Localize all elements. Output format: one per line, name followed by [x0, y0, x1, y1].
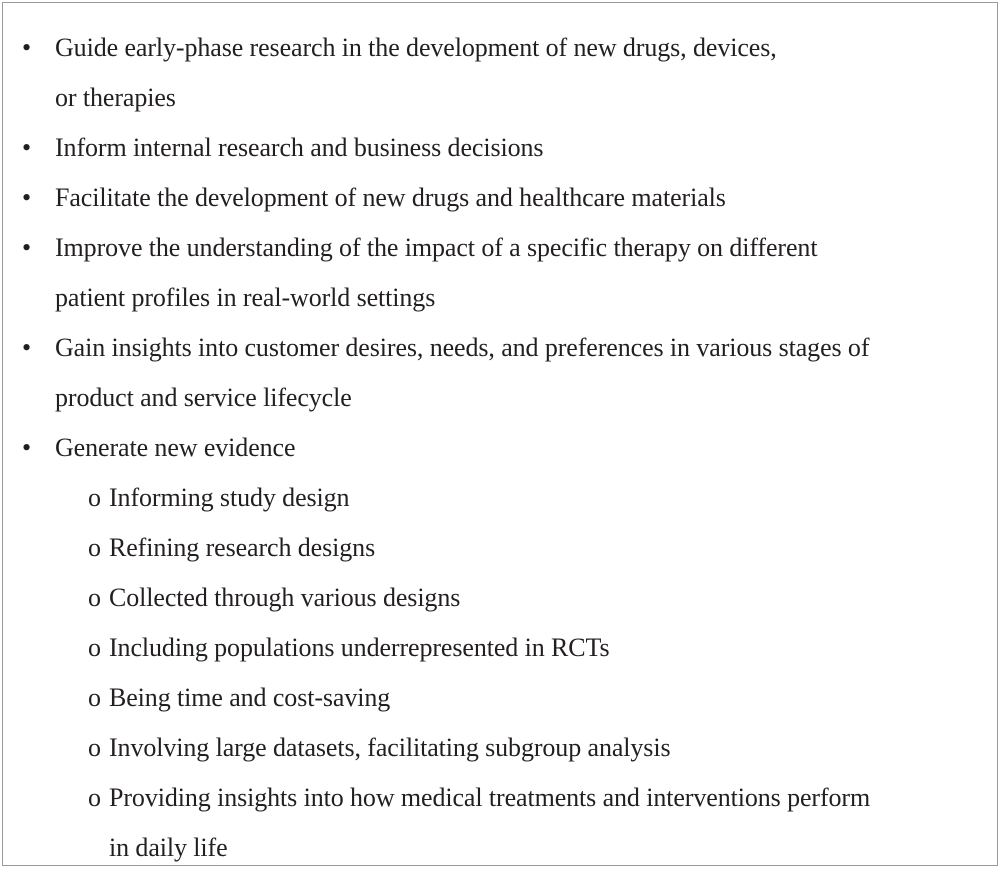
sub-list-item-text: Including populations underrepresented in RCTs: [109, 633, 610, 662]
sub-bullet-marker: o: [88, 783, 101, 812]
bullet-marker: •: [22, 33, 32, 62]
sub-list-item: [3, 473, 973, 523]
list-item: [3, 173, 965, 223]
bullet-marker: •: [22, 133, 32, 162]
sub-bullet-marker: o: [88, 733, 101, 762]
bullet-list: [3, 23, 965, 873]
sub-list-item: [3, 623, 973, 673]
sub-list-item-text: Involving large datasets, facilitating subgroup analysis: [109, 733, 671, 762]
sub-list-item: [3, 673, 973, 723]
sub-list-item-text: Informing study design: [109, 483, 350, 512]
bullet-marker: •: [22, 183, 32, 212]
sub-list-item-text: Collected through various designs: [109, 583, 461, 612]
sub-list-item-text-continued: in daily life: [109, 833, 228, 862]
sub-list-item: [3, 573, 973, 623]
list-item-text: Gain insights into customer desires, needs, and preferences in various stages of: [55, 333, 870, 362]
sub-bullet-marker: o: [88, 483, 101, 512]
bullet-marker: •: [22, 333, 32, 362]
list-item: [3, 23, 965, 123]
sub-bullet-marker: o: [88, 583, 101, 612]
sub-bullet-marker: o: [88, 533, 101, 562]
list-item: [3, 423, 965, 873]
content-box: [2, 2, 998, 866]
sub-list-item-text: Providing insights into how medical treatments and interventions perform: [109, 783, 871, 812]
list-item-text: Facilitate the development of new drugs and healthcare materials: [55, 183, 726, 212]
sub-list-item: [3, 523, 973, 573]
list-item-text: Improve the understanding of the impact of a specific therapy on different: [55, 233, 818, 262]
list-item-text-continued: patient profiles in real-world settings: [55, 283, 436, 312]
sub-bullet-marker: o: [88, 633, 101, 662]
list-item-text-continued: product and service lifecycle: [55, 383, 352, 412]
list-item-text-continued: or therapies: [55, 83, 176, 112]
bullet-marker: •: [22, 233, 32, 262]
list-item: [3, 323, 965, 423]
list-item-text: Guide early-phase research in the development of new drugs, devices,: [55, 33, 777, 62]
sub-list-item: [3, 773, 973, 873]
list-item: [3, 223, 965, 323]
list-item: [3, 123, 965, 173]
bullet-marker: •: [22, 433, 32, 462]
sub-bullet-marker: o: [88, 683, 101, 712]
list-item-text: Generate new evidence: [55, 433, 296, 462]
sub-list-item-text: Refining research designs: [109, 533, 376, 562]
sub-list: [55, 473, 965, 873]
sub-list-item-text: Being time and cost-saving: [109, 683, 391, 712]
sub-list-item: [3, 723, 973, 773]
list-item-text: Inform internal research and business decisions: [55, 133, 544, 162]
